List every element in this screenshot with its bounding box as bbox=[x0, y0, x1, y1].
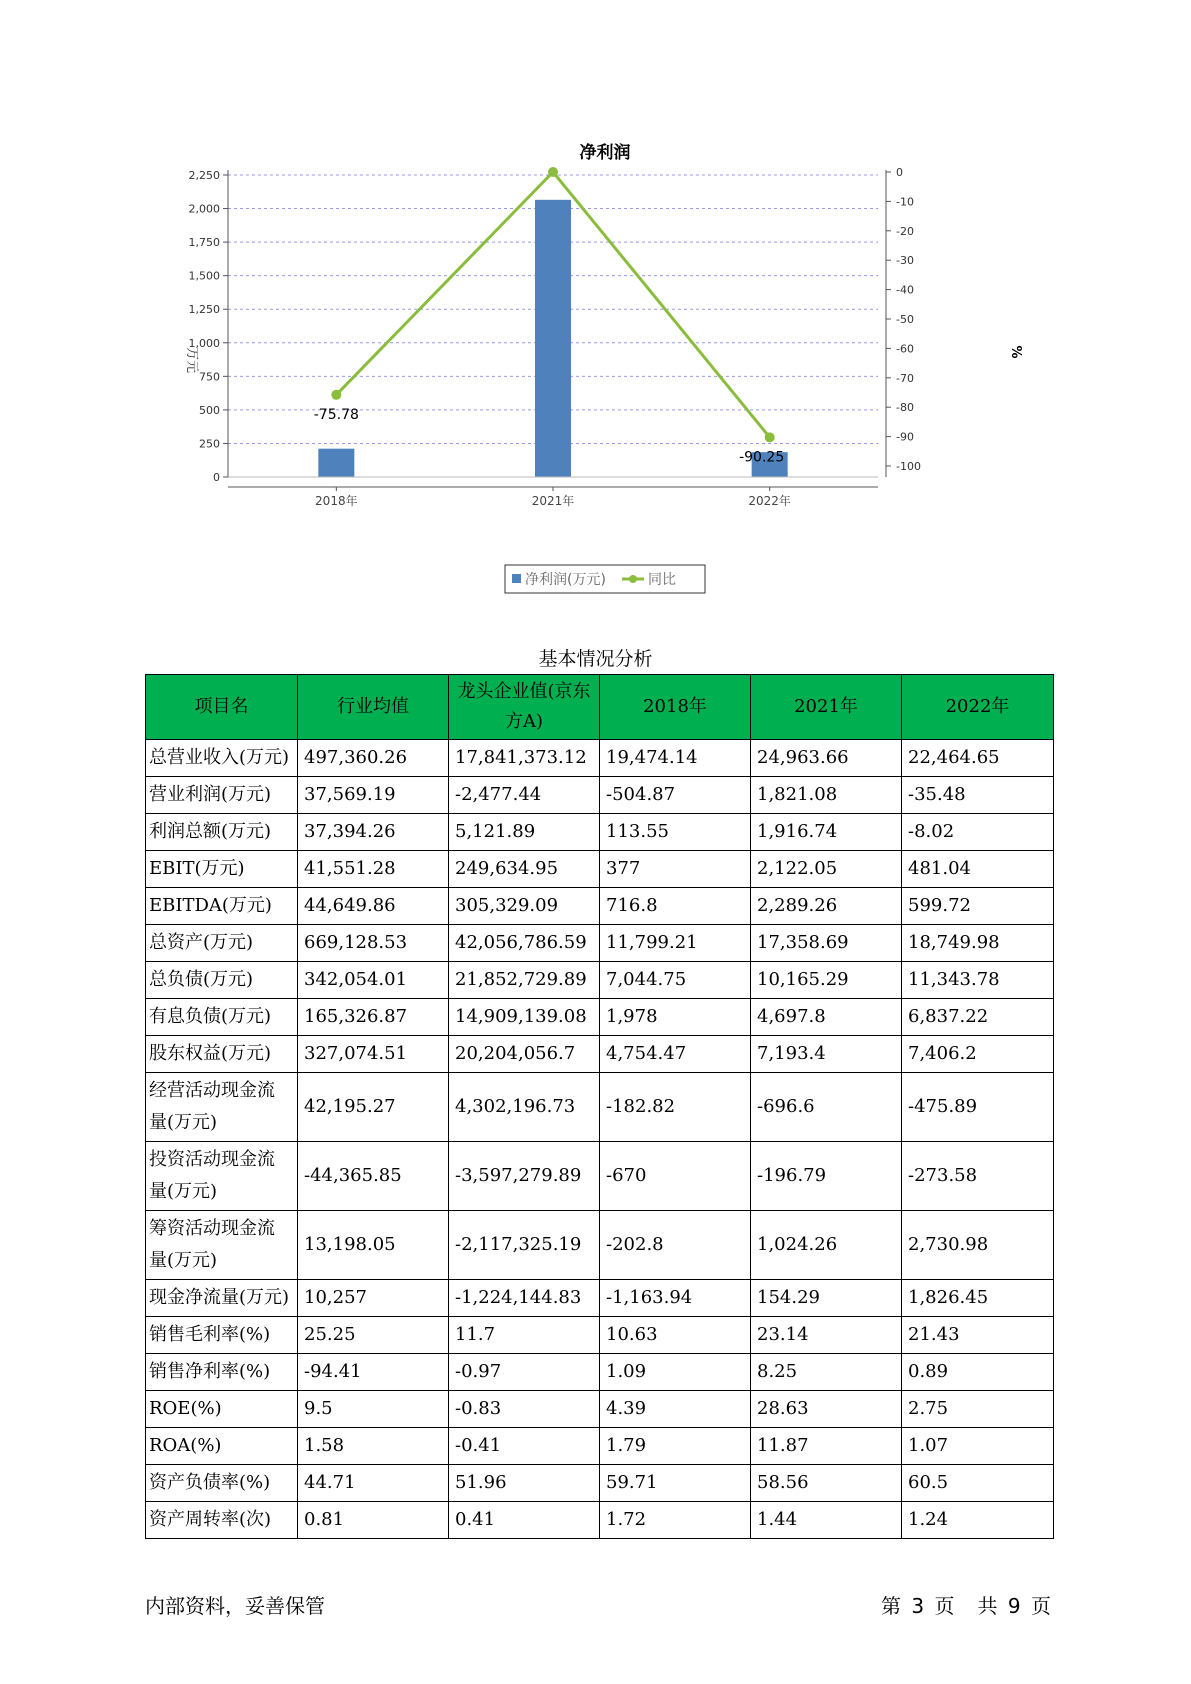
y-right-tick-label: 0 bbox=[896, 166, 903, 179]
table-row bbox=[146, 1502, 1054, 1539]
row-label: 营业利润(万元) bbox=[146, 777, 298, 814]
table-row bbox=[146, 1465, 1054, 1502]
table-cell: 22,464.65 bbox=[902, 740, 1054, 777]
table-cell: 10,257 bbox=[298, 1280, 449, 1317]
y-right-tick-label: -10 bbox=[896, 195, 914, 209]
table-cell: 10,165.29 bbox=[751, 962, 902, 999]
table-row bbox=[146, 1317, 1054, 1354]
y-right-tick-label: -60 bbox=[896, 342, 914, 356]
table-cell: 10.63 bbox=[600, 1317, 751, 1354]
table-cell: -3,597,279.89 bbox=[449, 1142, 600, 1211]
table-cell: 14,909,139.08 bbox=[449, 999, 600, 1036]
header-industry-avg: 行业均值 bbox=[298, 675, 449, 740]
chart-bars bbox=[318, 200, 787, 477]
table-cell: 59.71 bbox=[600, 1465, 751, 1502]
y-right-tick-label: -20 bbox=[896, 224, 914, 238]
header-2021: 2021年 bbox=[751, 675, 902, 740]
y-axis-right-label: % bbox=[1008, 345, 1023, 359]
header-2018: 2018年 bbox=[600, 675, 751, 740]
header-2022: 2022年 bbox=[902, 675, 1054, 740]
table-cell: -44,365.85 bbox=[298, 1142, 449, 1211]
table-cell: -1,163.94 bbox=[600, 1280, 751, 1317]
row-label: 投资活动现金流量(万元) bbox=[146, 1142, 298, 1211]
y-right-tick-label: -40 bbox=[896, 283, 914, 297]
table-cell: 1.44 bbox=[751, 1502, 902, 1539]
table-cell: 42,195.27 bbox=[298, 1073, 449, 1142]
yoy-point bbox=[765, 432, 775, 442]
table-cell: 7,193.4 bbox=[751, 1036, 902, 1073]
yoy-data-label: -75.78 bbox=[313, 406, 359, 423]
legend-swatch-bar bbox=[512, 574, 521, 583]
table-cell: 377 bbox=[600, 851, 751, 888]
y-right-tick-label: -80 bbox=[896, 401, 914, 415]
table-cell: 2,122.05 bbox=[751, 851, 902, 888]
bar-2018年 bbox=[318, 449, 354, 477]
row-label: ROE(%) bbox=[146, 1391, 298, 1428]
table-header-row bbox=[146, 675, 1054, 740]
table-cell: 41,551.28 bbox=[298, 851, 449, 888]
basic-analysis-table bbox=[145, 674, 1054, 1539]
table-cell: 37,394.26 bbox=[298, 814, 449, 851]
bar-2021年 bbox=[535, 200, 571, 477]
table-cell: -202.8 bbox=[600, 1211, 751, 1280]
table-cell: 11,343.78 bbox=[902, 962, 1054, 999]
row-label: 现金净流量(万元) bbox=[146, 1280, 298, 1317]
table-cell: -0.97 bbox=[449, 1354, 600, 1391]
table-cell: 1.24 bbox=[902, 1502, 1054, 1539]
y-left-tick-label: 750 bbox=[199, 370, 220, 384]
total-prefix: 共 bbox=[977, 1594, 998, 1618]
table-cell: 0.41 bbox=[449, 1502, 600, 1539]
y-left-tick-label: 1,250 bbox=[188, 303, 220, 317]
table-cell: 60.5 bbox=[902, 1465, 1054, 1502]
table-row bbox=[146, 962, 1054, 999]
page-current: 3 bbox=[911, 1594, 925, 1618]
table-body bbox=[146, 740, 1054, 1539]
table-cell: 25.25 bbox=[298, 1317, 449, 1354]
table-cell: -2,117,325.19 bbox=[449, 1211, 600, 1280]
table-cell: 305,329.09 bbox=[449, 888, 600, 925]
table-cell: -1,224,144.83 bbox=[449, 1280, 600, 1317]
table-cell: 1,978 bbox=[600, 999, 751, 1036]
table-cell: 1,821.08 bbox=[751, 777, 902, 814]
table-cell: 44,649.86 bbox=[298, 888, 449, 925]
table-cell: -696.6 bbox=[751, 1073, 902, 1142]
table-cell: 8.25 bbox=[751, 1354, 902, 1391]
x-tick-label: 2018年 bbox=[315, 494, 358, 508]
row-label: 利润总额(万元) bbox=[146, 814, 298, 851]
table-cell: 11,799.21 bbox=[600, 925, 751, 962]
table-cell: 7,044.75 bbox=[600, 962, 751, 999]
table-cell: 21,852,729.89 bbox=[449, 962, 600, 999]
table-cell: 13,198.05 bbox=[298, 1211, 449, 1280]
yoy-point bbox=[548, 167, 558, 177]
y-left-tick-label: 250 bbox=[199, 437, 220, 451]
table-cell: 1.72 bbox=[600, 1502, 751, 1539]
table-cell: 1,826.45 bbox=[902, 1280, 1054, 1317]
table-cell: 18,749.98 bbox=[902, 925, 1054, 962]
table-cell: 154.29 bbox=[751, 1280, 902, 1317]
table-cell: 28.63 bbox=[751, 1391, 902, 1428]
table-row bbox=[146, 1354, 1054, 1391]
table-cell: 0.81 bbox=[298, 1502, 449, 1539]
legend-item-net-profit: 净利润(万元) bbox=[525, 572, 606, 588]
yoy-point bbox=[331, 390, 341, 400]
x-tick-label: 2022年 bbox=[748, 494, 791, 508]
table-row bbox=[146, 740, 1054, 777]
table-cell: 21.43 bbox=[902, 1317, 1054, 1354]
y-right-tick-label: -100 bbox=[896, 460, 921, 473]
row-label: 总负债(万元) bbox=[146, 962, 298, 999]
table-cell: 113.55 bbox=[600, 814, 751, 851]
table-cell: 11.7 bbox=[449, 1317, 600, 1354]
table-cell: 17,841,373.12 bbox=[449, 740, 600, 777]
table-cell: 7,406.2 bbox=[902, 1036, 1054, 1073]
row-label: 经营活动现金流量(万元) bbox=[146, 1073, 298, 1142]
y-axis-left-label: 万元 bbox=[184, 346, 199, 374]
y-left-tick-label: 2,250 bbox=[188, 169, 220, 182]
page-total: 9 bbox=[1007, 1594, 1021, 1618]
y-left-tick-label: 1,000 bbox=[188, 336, 220, 350]
table-cell: 716.8 bbox=[600, 888, 751, 925]
row-label: 总资产(万元) bbox=[146, 925, 298, 962]
table-cell: 6,837.22 bbox=[902, 999, 1054, 1036]
table-cell: 1.58 bbox=[298, 1428, 449, 1465]
table-cell: 11.87 bbox=[751, 1428, 902, 1465]
row-label: 销售净利率(%) bbox=[146, 1354, 298, 1391]
table-cell: 23.14 bbox=[751, 1317, 902, 1354]
table-cell: 42,056,786.59 bbox=[449, 925, 600, 962]
row-label: 筹资活动现金流量(万元) bbox=[146, 1211, 298, 1280]
table-row bbox=[146, 1036, 1054, 1073]
y-right-tick-label: -70 bbox=[896, 371, 914, 385]
header-item-name: 项目名 bbox=[146, 675, 298, 740]
net-profit-chart bbox=[160, 130, 1060, 600]
table-cell: 599.72 bbox=[902, 888, 1054, 925]
footer-confidential-note: 内部资料，妥善保管 bbox=[145, 1594, 325, 1618]
table-cell: 481.04 bbox=[902, 851, 1054, 888]
table-cell: -35.48 bbox=[902, 777, 1054, 814]
table-cell: 669,128.53 bbox=[298, 925, 449, 962]
x-tick-label: 2021年 bbox=[531, 494, 575, 508]
table-cell: -670 bbox=[600, 1142, 751, 1211]
table-cell: 165,326.87 bbox=[298, 999, 449, 1036]
y-left-tick-label: 500 bbox=[199, 403, 220, 417]
header-leader-value: 龙头企业值(京东方A) bbox=[449, 675, 600, 740]
table-row bbox=[146, 777, 1054, 814]
table-cell: -0.83 bbox=[449, 1391, 600, 1428]
table-cell: 20,204,056.7 bbox=[449, 1036, 600, 1073]
table-cell: -8.02 bbox=[902, 814, 1054, 851]
table-row bbox=[146, 814, 1054, 851]
row-label: 销售毛利率(%) bbox=[146, 1317, 298, 1354]
row-label: 资产周转率(次) bbox=[146, 1502, 298, 1539]
table-cell: 51.96 bbox=[449, 1465, 600, 1502]
table-cell: 0.89 bbox=[902, 1354, 1054, 1391]
table-cell: 4,697.8 bbox=[751, 999, 902, 1036]
table-row bbox=[146, 925, 1054, 962]
table-cell: 9.5 bbox=[298, 1391, 449, 1428]
table-row bbox=[146, 851, 1054, 888]
table-row bbox=[146, 1073, 1054, 1142]
table-cell: -0.41 bbox=[449, 1428, 600, 1465]
row-label: EBITDA(万元) bbox=[146, 888, 298, 925]
table-cell: -196.79 bbox=[751, 1142, 902, 1211]
table-row bbox=[146, 888, 1054, 925]
page-unit: 页 bbox=[934, 1594, 955, 1618]
table-cell: 1.07 bbox=[902, 1428, 1054, 1465]
row-label: ROA(%) bbox=[146, 1428, 298, 1465]
y-right-tick-label: -50 bbox=[896, 313, 914, 326]
table-cell: -475.89 bbox=[902, 1073, 1054, 1142]
table-cell: 1,024.26 bbox=[751, 1211, 902, 1280]
row-label: EBIT(万元) bbox=[146, 851, 298, 888]
table-row bbox=[146, 1428, 1054, 1465]
table-cell: 58.56 bbox=[751, 1465, 902, 1502]
y-left-tick-label: 2,000 bbox=[188, 202, 220, 216]
table-cell: 497,360.26 bbox=[298, 740, 449, 777]
total-unit: 页 bbox=[1031, 1594, 1051, 1618]
legend-swatch-marker bbox=[629, 575, 637, 583]
legend-item-yoy: 同比 bbox=[648, 572, 676, 588]
table-cell: 4,754.47 bbox=[600, 1036, 751, 1073]
table-cell: -273.58 bbox=[902, 1142, 1054, 1211]
table-row bbox=[146, 1211, 1054, 1280]
yoy-data-label: -90.25 bbox=[739, 449, 785, 466]
y-right-tick-label: -90 bbox=[896, 430, 914, 444]
row-label: 有息负债(万元) bbox=[146, 999, 298, 1036]
page-prefix: 第 bbox=[881, 1594, 902, 1618]
table-cell: -2,477.44 bbox=[449, 777, 600, 814]
table-cell: 4.39 bbox=[600, 1391, 751, 1428]
table-cell: 327,074.51 bbox=[298, 1036, 449, 1073]
table-cell: 342,054.01 bbox=[298, 962, 449, 999]
y-left-tick-label: 1,750 bbox=[188, 236, 220, 250]
y-left-tick-label: 0 bbox=[213, 471, 220, 484]
row-label: 资产负债率(%) bbox=[146, 1465, 298, 1502]
table-row bbox=[146, 999, 1054, 1036]
table-cell: 1.09 bbox=[600, 1354, 751, 1391]
table-cell: 17,358.69 bbox=[751, 925, 902, 962]
table-cell: 4,302,196.73 bbox=[449, 1073, 600, 1142]
table-cell: 1,916.74 bbox=[751, 814, 902, 851]
table-cell: 2,289.26 bbox=[751, 888, 902, 925]
table-cell: -182.82 bbox=[600, 1073, 751, 1142]
table-cell: 44.71 bbox=[298, 1465, 449, 1502]
y-right-tick-label: -30 bbox=[896, 254, 914, 268]
table-cell: 19,474.14 bbox=[600, 740, 751, 777]
table-cell: 1.79 bbox=[600, 1428, 751, 1465]
y-left-tick-label: 1,500 bbox=[188, 269, 220, 283]
chart-title: 净利润 bbox=[579, 143, 631, 163]
table-cell: 2,730.98 bbox=[902, 1211, 1054, 1280]
table-cell: 5,121.89 bbox=[449, 814, 600, 851]
row-label: 股东权益(万元) bbox=[146, 1036, 298, 1073]
table-cell: 249,634.95 bbox=[449, 851, 600, 888]
table-cell: 2.75 bbox=[902, 1391, 1054, 1428]
table-title: 基本情况分析 bbox=[538, 648, 653, 670]
table-cell: -504.87 bbox=[600, 777, 751, 814]
table-row bbox=[146, 1391, 1054, 1428]
table-cell: 37,569.19 bbox=[298, 777, 449, 814]
table-row bbox=[146, 1142, 1054, 1211]
row-label: 总营业收入(万元) bbox=[146, 740, 298, 777]
table-cell: 24,963.66 bbox=[751, 740, 902, 777]
footer-page-number bbox=[879, 1590, 1053, 1619]
table-row bbox=[146, 1280, 1054, 1317]
table-cell: -94.41 bbox=[298, 1354, 449, 1391]
chart-legend bbox=[505, 565, 705, 593]
